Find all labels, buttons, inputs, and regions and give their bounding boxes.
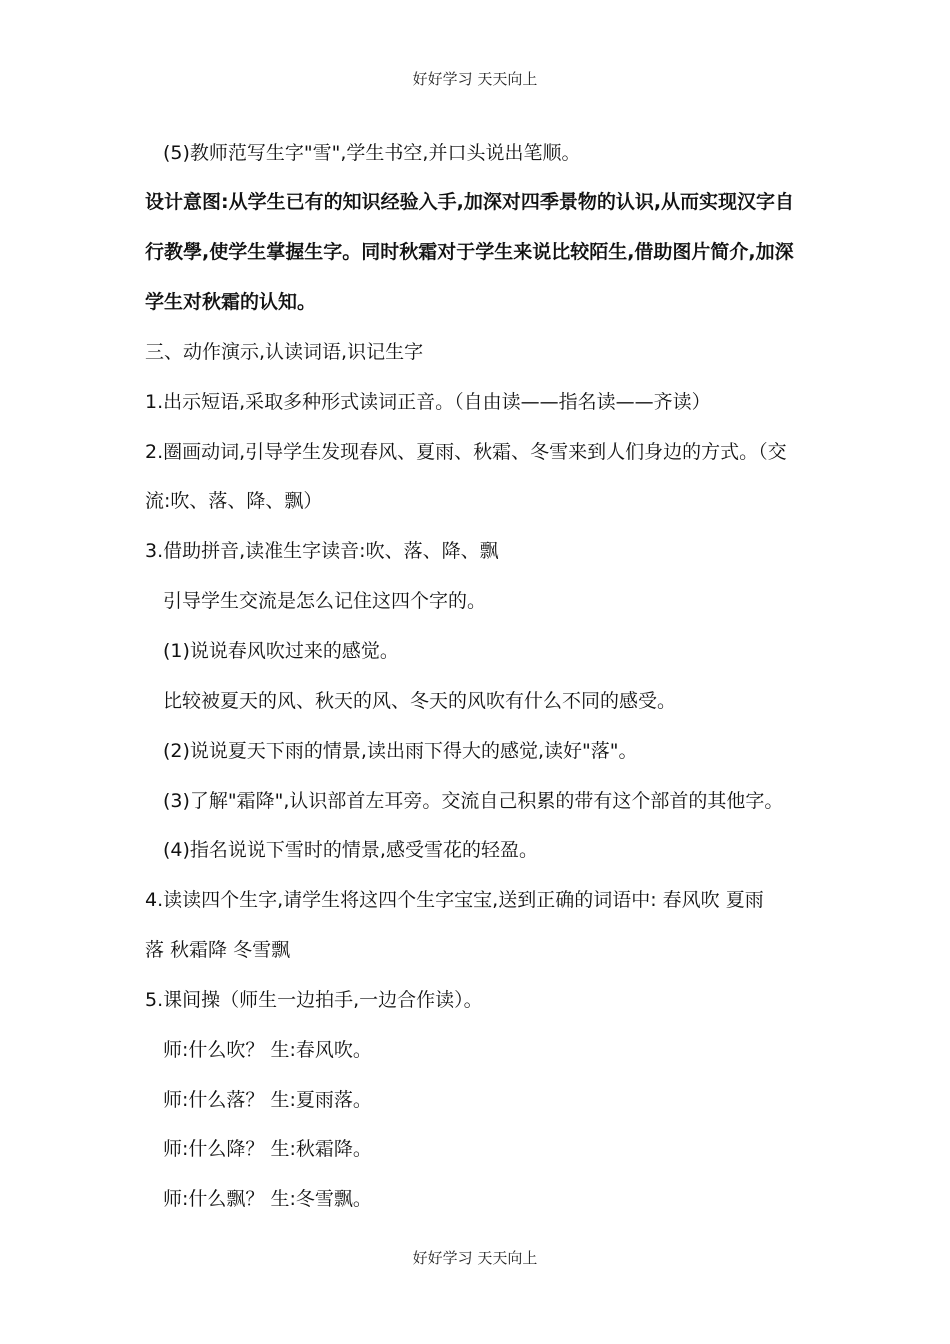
step-5-write-xue: (5)教师范写生字"雪",学生书空,并口头说出笔顺。 — [163, 142, 581, 164]
sub-item-2: (2)说说夏天下雨的情景,读出雨下得大的感觉,读好"落"。 — [163, 740, 638, 762]
dialogue-line-1: 师:什么吹？ 生:春风吹。 — [163, 1039, 372, 1061]
page-footer: 好好学习 天天向上 — [412, 1249, 538, 1267]
design-intent-line-3: 学生对秋霜的认知。 — [145, 291, 317, 313]
item-4-line-1: 4.读读四个生字,请学生将这四个生字宝宝,送到正确的词语中: 春风吹 夏雨 — [145, 889, 764, 911]
dialogue-line-3: 师:什么降？ 生:秋霜降。 — [163, 1138, 372, 1160]
item-5: 5.课间操（师生一边拍手,一边合作读）。 — [145, 989, 483, 1011]
sub-item-3: (3)了解"霜降",认识部首左耳旁。交流自己积累的带有这个部首的其他字。 — [163, 790, 784, 812]
design-intent-line-1: 设计意图:从学生已有的知识经验入手,加深对四季景物的认识,从而实现汉字自 — [145, 191, 795, 213]
item-3-guide: 引导学生交流是怎么记住这四个字的。 — [163, 590, 487, 612]
item-4-line-2: 落 秋霜降 冬雪飘 — [145, 939, 291, 961]
item-1: 1.出示短语,采取多种形式读词正音。（自由读——指名读——齐读） — [145, 391, 711, 413]
item-3: 3.借助拼音,读准生字读音:吹、落、降、飘 — [145, 540, 499, 562]
sub-item-4: (4)指名说说下雪时的情景,感受雪花的轻盈。 — [163, 839, 538, 861]
design-intent-line-2: 行教學,使学生掌握生字。同时秋霜对于学生来说比较陌生,借助图片简介,加深 — [145, 241, 794, 263]
item-2-line-1: 2.圈画动词,引导学生发现春风、夏雨、秋霜、冬雪来到人们身边的方式。（交 — [145, 441, 787, 463]
page-header: 好好学习 天天向上 — [412, 70, 538, 88]
dialogue-line-4: 师:什么飘？ 生:冬雪飘。 — [163, 1188, 372, 1210]
sub-item-1: (1)说说春风吹过来的感觉。 — [163, 640, 399, 662]
item-2-line-2: 流:吹、落、降、飘） — [145, 490, 323, 512]
section-three-heading: 三、动作演示,认读词语,识记生字 — [145, 341, 424, 363]
dialogue-line-2: 师:什么落？ 生:夏雨落。 — [163, 1089, 372, 1111]
sub-item-1-compare: 比较被夏天的风、秋天的风、冬天的风吹有什么不同的感受。 — [163, 690, 677, 712]
